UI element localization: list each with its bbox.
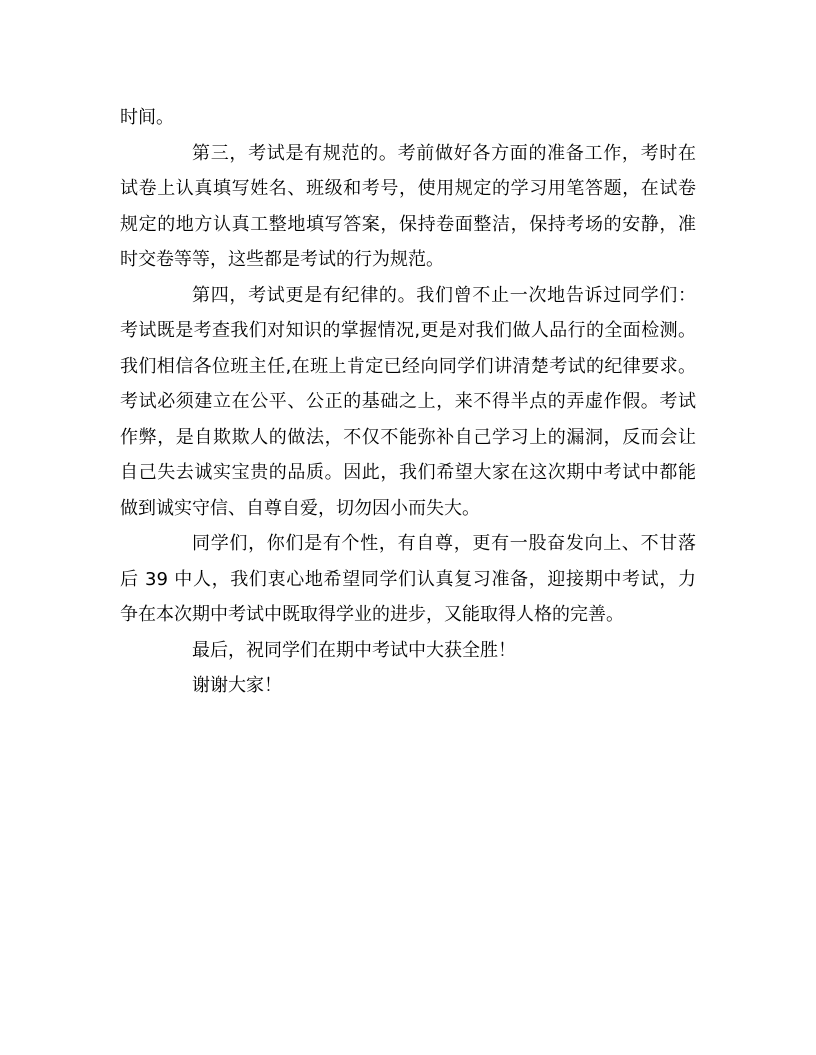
text-line: 争在本次期中考试中既取得学业的进步，又能取得人格的完善。	[120, 604, 624, 625]
paragraph-first-line: 谢谢大家！	[192, 675, 282, 696]
text-line: 自己失去诚实宝贵的品质。因此，我们希望大家在这次期中考试中都能	[120, 462, 696, 483]
paragraph-first-line: 同学们，你们是有个性，有自尊，更有一股奋发向上、不甘落	[192, 533, 696, 554]
text-line: 我们相信各位班主任,在班上肯定已经向同学们讲清楚考试的纪律要求。	[120, 355, 696, 377]
document-body	[120, 100, 696, 704]
paragraph-first-line: 第四，考试更是有纪律的。我们曾不止一次地告诉过同学们：	[192, 284, 696, 306]
text-line: 规定的地方认真工整地填写答案，保持卷面整洁，保持考场的安静，准	[120, 213, 696, 235]
text-line: 时交卷等等，这些都是考试的行为规范。	[120, 249, 444, 270]
text-line: 试卷上认真填写姓名、班级和考号，使用规定的学习用笔答题，在试卷	[120, 178, 696, 199]
paragraph-first-line: 第三，考试是有规范的。考前做好各方面的准备工作，考时在	[192, 142, 696, 164]
text-line: 时间。	[120, 107, 174, 128]
text-line: 考试必须建立在公平、公正的基础之上，来不得半点的弄虚作假。考试	[120, 391, 696, 412]
text-line: 考试既是考查我们对知识的掌握情况,更是对我们做人品行的全面检测。	[120, 320, 696, 341]
text-line: 后 39 中人，我们衷心地希望同学们认真复习准备，迎接期中考试，力	[120, 568, 696, 590]
paragraph-first-line: 最后，祝同学们在期中考试中大获全胜！	[192, 639, 516, 661]
text-line: 作弊，是自欺欺人的做法，不仅不能弥补自己学习上的漏洞，反而会让	[120, 426, 696, 448]
text-line: 做到诚实守信、自尊自爱，切勿因小而失大。	[120, 497, 480, 519]
